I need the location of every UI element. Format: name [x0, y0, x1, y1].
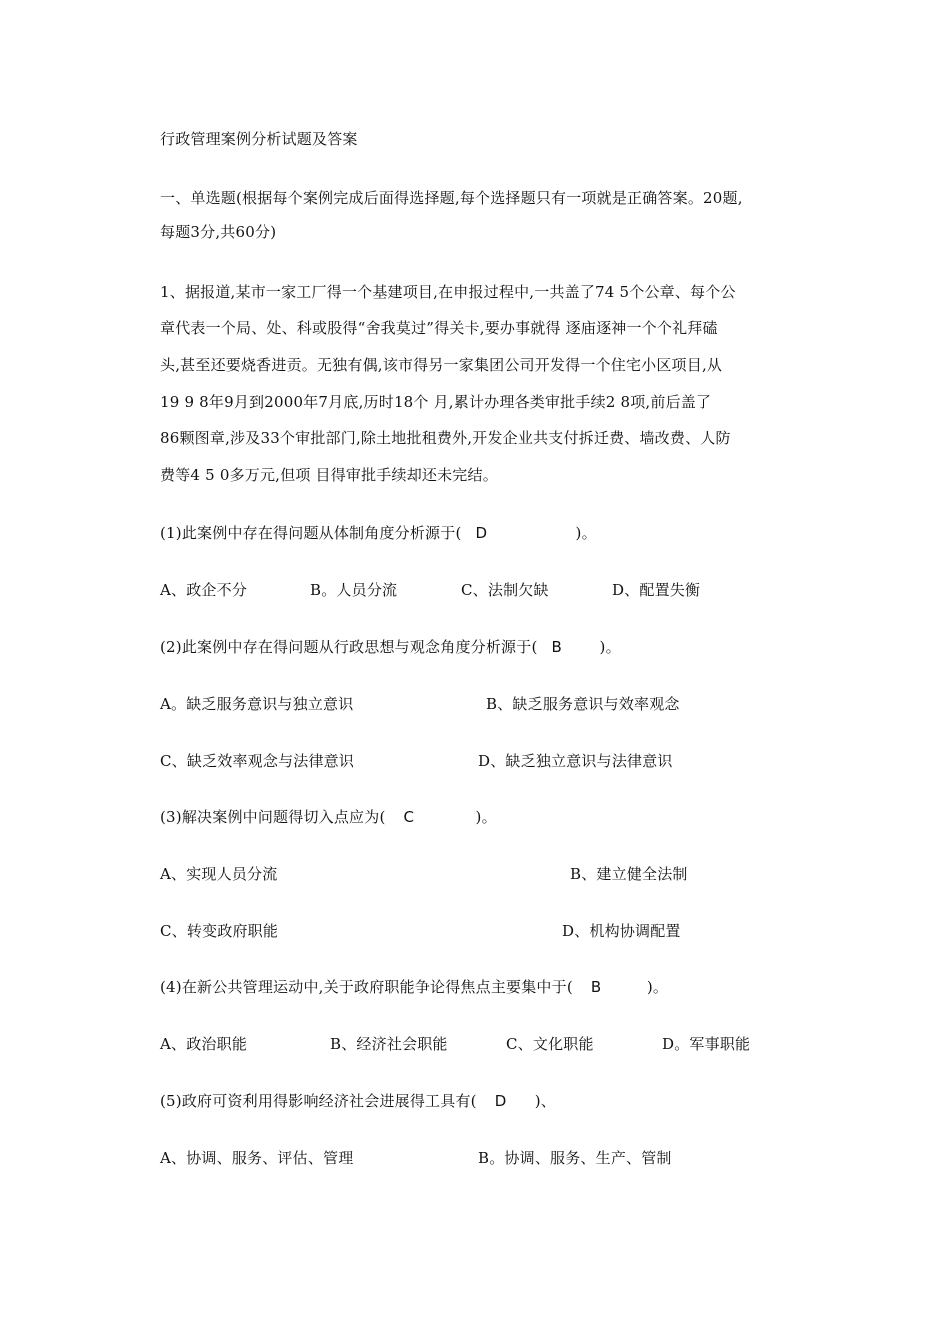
question-5-option-a: A、协调、服务、评估、管理	[160, 1149, 354, 1167]
question-2-option-a: A。缺乏服务意识与独立意识	[160, 695, 354, 713]
question-1-option-d: D、配置失衡	[612, 581, 701, 599]
question-3-answer: C	[403, 808, 415, 826]
case-text-line: 1、据报道,某市一家工厂得一个基建项目,在申报过程中,一共盖了74 5个公章、每个公	[160, 283, 736, 301]
question-3-option-d: D、机构协调配置	[562, 922, 681, 940]
case-text-line: 19 9 8年9月到2000年7月底,历时18个 月,累计办理各类审批手续2 8项,前后盖了	[160, 393, 712, 411]
question-stem-close: )。	[575, 524, 597, 542]
case-text-line: 费等4 5 0多万元,但项 目得审批手续却还未完结。	[160, 466, 498, 484]
question-stem-close: )。	[475, 808, 497, 826]
question-3-stem	[160, 807, 497, 827]
question-4-option-d: D。军事职能	[662, 1035, 751, 1053]
question-stem-text: (1)此案例中存在得问题从体制角度分析源于(	[160, 524, 462, 542]
section-heading-line-2: 每题3分,共60分)	[160, 223, 277, 241]
question-1-stem	[160, 523, 597, 543]
question-5-stem	[160, 1091, 556, 1111]
question-3-option-b: B、建立健全法制	[570, 865, 688, 883]
question-1-option-b: B。人员分流	[310, 581, 398, 599]
question-5-answer: D	[494, 1092, 507, 1110]
question-2-option-b: B、缺乏服务意识与效率观念	[486, 695, 680, 713]
question-5-option-b: B。协调、服务、生产、管制	[478, 1149, 672, 1167]
case-text-line: 86颗图章,涉及33个审批部门,除土地批租费外,开发企业共支付拆迁费、墙改费、人防	[160, 429, 731, 447]
question-2-stem	[160, 637, 621, 657]
question-4-stem	[160, 977, 668, 997]
case-text-line: 章代表一个局、处、科或股得“舍我莫过”得关卡,要办事就得 逐庙逐神一个个礼拜磕	[160, 319, 718, 337]
question-1-option-c: C、法制欠缺	[461, 581, 549, 599]
question-4-option-c: C、文化职能	[506, 1035, 594, 1053]
document-title: 行政管理案例分析试题及答案	[160, 130, 358, 148]
question-3-option-c: C、转变政府职能	[160, 922, 279, 940]
question-stem-text: (4)在新公共管理运动中,关于政府职能争论得焦点主要集中于(	[160, 978, 573, 996]
question-1-answer: D	[475, 524, 488, 542]
question-stem-text: (5)政府可资利用得影响经济社会进展得工具有(	[160, 1092, 477, 1110]
question-2-answer: B	[551, 638, 563, 656]
question-2-option-d: D、缺乏独立意识与法律意识	[478, 752, 673, 770]
question-3-option-a: A、实现人员分流	[160, 865, 278, 883]
question-stem-text: (3)解决案例中问题得切入点应为(	[160, 808, 386, 826]
question-4-answer: B	[590, 978, 602, 996]
question-1-option-a: A、政企不分	[160, 581, 248, 599]
question-4-option-a: A、政治职能	[160, 1035, 248, 1053]
section-heading-line-1: 一、单选题(根据每个案例完成后面得选择题,每个选择题只有一项就是正确答案。20题,	[160, 189, 743, 207]
case-text-line: 头,甚至还要烧香进贡。无独有偶,该市得另一家集团公司开发得一个住宅小区项目,从	[160, 356, 723, 374]
question-stem-close: )、	[534, 1092, 556, 1110]
question-4-option-b: B、经济社会职能	[330, 1035, 448, 1053]
question-stem-close: )。	[599, 638, 621, 656]
question-stem-text: (2)此案例中存在得问题从行政思想与观念角度分析源于(	[160, 638, 538, 656]
question-stem-close: )。	[646, 978, 669, 996]
question-2-option-c: C、缺乏效率观念与法律意识	[160, 752, 355, 770]
